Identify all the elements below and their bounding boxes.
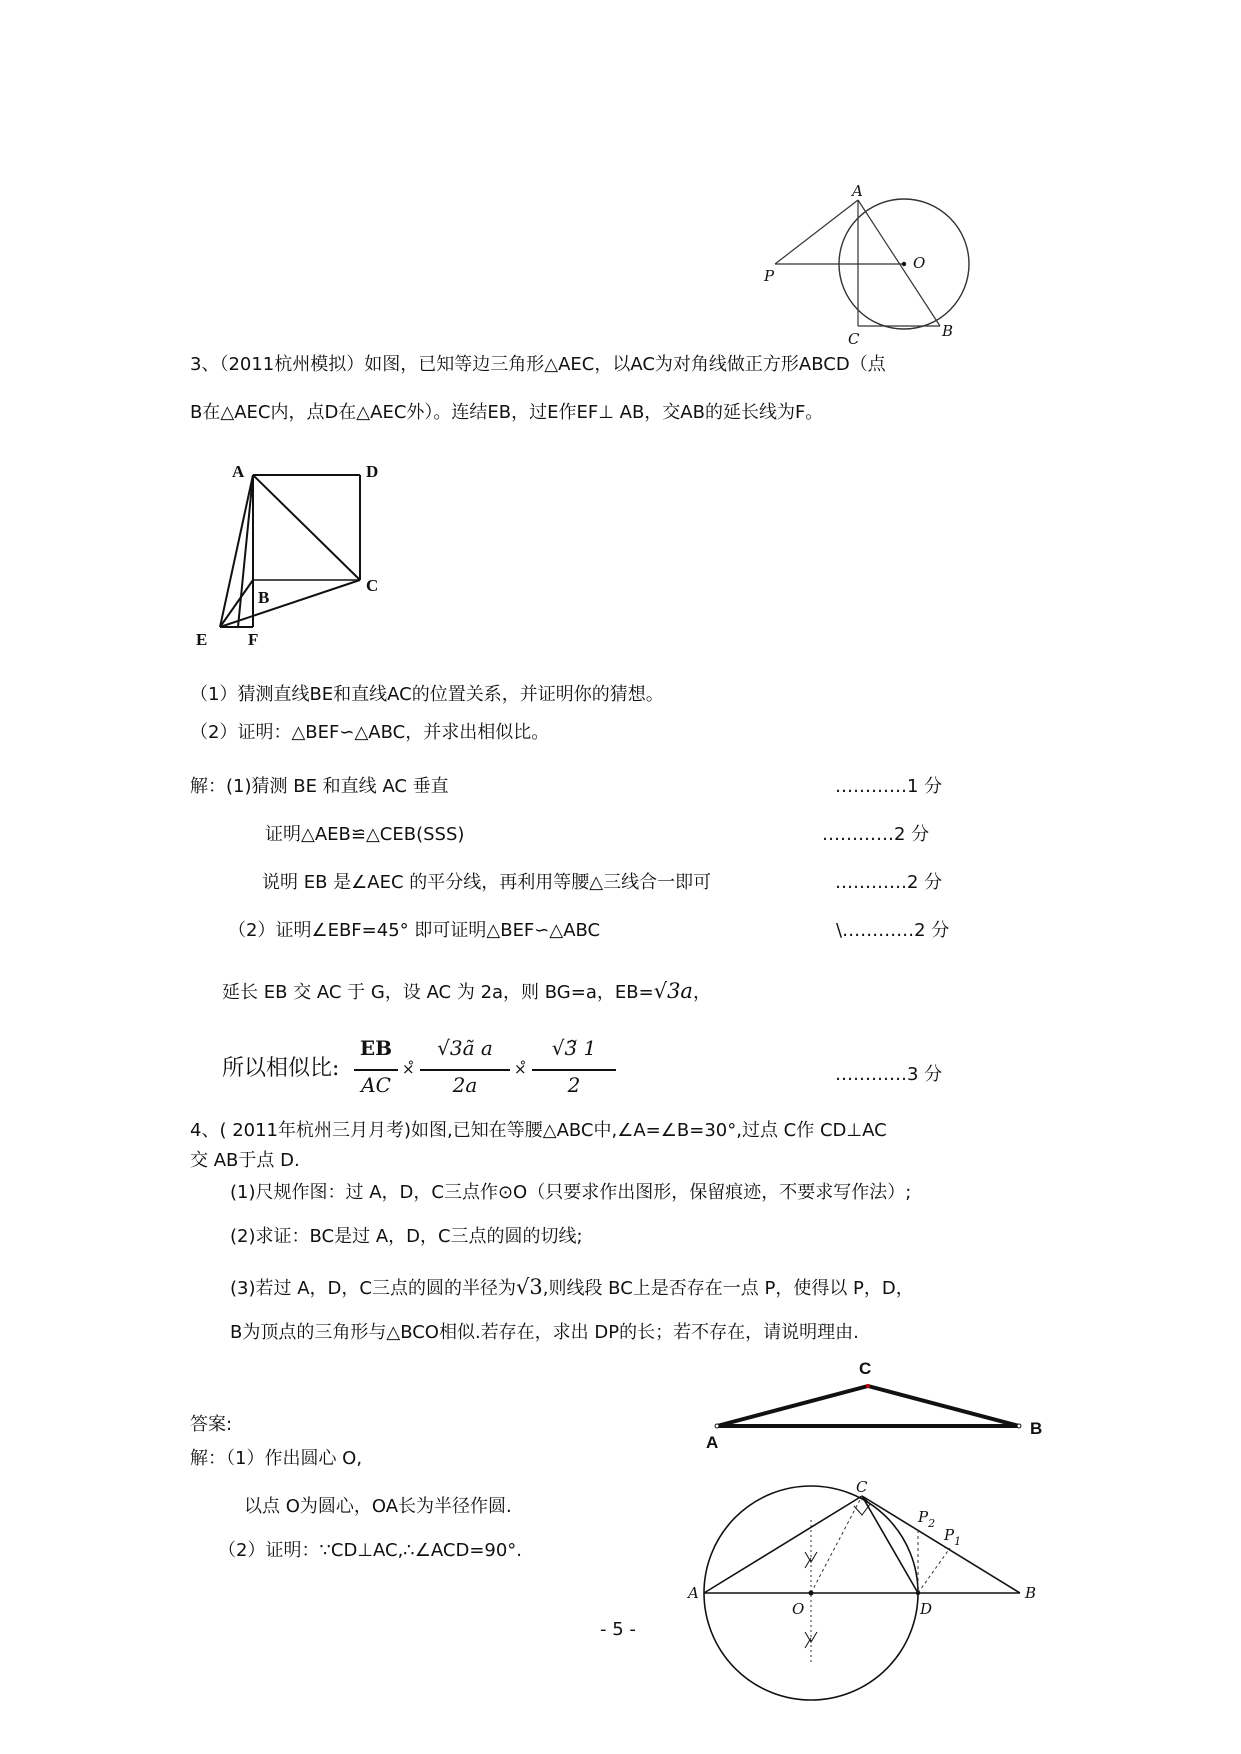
p3-b: ,则线段 BC上是否存在一点 P，使得以 P，D， [542,1278,914,1299]
q3-line1: 3、（2011杭州模拟）如图，已知等边三角形△AEC，以AC为对角线做正方形ABCD（点 [190,354,886,375]
q3-sub1: （1）猜测直线BE和直线AC的位置关系，并证明你的猜想。 [190,684,664,705]
q4-p3-cont: B为顶点的三角形与△BCO相似.若存在，求出 DP的长；若不存在，请说明理由. [230,1322,859,1343]
q4-p2: (2)求证：BC是过 A，D，C三点的圆的切线; [230,1226,583,1247]
figure-square-triangle [190,455,410,650]
label-D: D [920,1600,933,1618]
label-P1-sub: 1 [954,1535,962,1548]
figure-circle-construction [680,1478,1060,1754]
frac1-den: AC [361,1073,391,1097]
q3-extend-line [222,978,711,1006]
label-C: C [366,576,379,595]
q4-ans3: （2）证明：∵CD⊥AC,∴∠ACD=90°. [218,1540,523,1561]
p3-a: (3)若过 A，D，C三点的圆的半径为 [230,1278,516,1299]
frac3-den: 2 [567,1073,581,1097]
op2: ×̊ [514,1060,527,1078]
label-O: O [913,254,926,272]
label-C: C [848,330,860,348]
label-B: B [1030,1419,1043,1438]
label-P: P [764,267,775,285]
q3-sol-line4: （2）证明∠EBF=45° 即可证明△BEF∽△ABC [228,920,601,941]
q4-ans1: 解：（1）作出圆心 O, [190,1448,363,1469]
figure-isosceles-triangle [700,1352,1060,1452]
label-B: B [1025,1584,1037,1602]
q3-sol-score4: \…………2 分 [836,920,950,941]
extend-end: ， [692,982,711,1003]
extend-math: √3a [653,979,693,1003]
label-P1-main: P [944,1526,955,1544]
op1: ×̊ [402,1060,415,1078]
frac2-num: √3ã a [437,1036,493,1060]
ratio-expression [222,1036,642,1106]
q4-answer-label: 答案: [190,1414,233,1435]
label-P2-main: P [918,1508,929,1526]
q3-line2: B在△AEC内，点D在△AEC外）。连结EB，过E作EF⊥ AB，交AB的延长线为F。 [190,402,824,423]
label-O: O [792,1600,805,1618]
label-P2 [917,1508,935,1530]
q3-sol-line1: 解：(1)猜测 BE 和直线 AC 垂直 [190,776,449,797]
frac3-bar [532,1069,616,1071]
label-A: A [232,462,245,481]
ratio-label: 所以相似比: [222,1056,340,1081]
label-A: A [688,1584,699,1602]
q3-sol-score2: …………2 分 [822,824,930,845]
p3-sqrt: √3 [515,1275,543,1299]
frac1-bar [354,1069,398,1071]
label-C: C [859,1359,872,1378]
figure-circle-tangent [764,180,990,350]
q4-line2: 交 AB于点 D. [190,1150,300,1171]
frac2-bar [420,1069,510,1071]
q3-sol-score1: …………1 分 [835,776,943,797]
q3-sub2: （2）证明：△BEF∽△ABC，并求出相似比。 [190,722,550,743]
q3-sol-line2: 证明△AEB≌△CEB(SSS) [265,824,465,845]
q3-sol-line3: 说明 EB 是∠AEC 的平分线，再利用等腰△三线合一即可 [262,872,712,893]
label-P2-sub: 2 [928,1517,936,1530]
label-F: F [248,630,259,649]
label-A: A [852,182,863,200]
q4-p3 [230,1274,914,1302]
q4-ans2: 以点 O为圆心，OA长为半径作圆. [244,1496,512,1517]
label-C: C [856,1478,868,1496]
label-E: E [196,630,208,649]
label-D: D [366,462,379,481]
q4-p1: (1)尺规作图：过 A，D，C三点作⊙O（只要求作出图形，保留痕迹，不要求写作法）; [230,1182,912,1203]
label-P1 [943,1526,961,1548]
extend-text: 延长 EB 交 AC 于 G，设 AC 为 2a，则 BG=a，EB= [222,982,654,1003]
frac1-num: EB [359,1036,393,1060]
page-number: - 5 - [600,1619,636,1640]
frac2-den: 2a [452,1073,478,1097]
label-A: A [706,1433,719,1452]
q4-line1: 4、( 2011年杭州三月月考)如图,已知在等腰△ABC中,∠A=∠B=30°,过点 C作 CD⊥AC [190,1120,887,1141]
q3-sol-score3: …………2 分 [835,872,943,893]
label-B: B [942,322,954,340]
frac3-num: √3̃ 1 [551,1036,597,1060]
ratio-score: …………3 分 [835,1064,943,1085]
label-B: B [258,588,270,607]
